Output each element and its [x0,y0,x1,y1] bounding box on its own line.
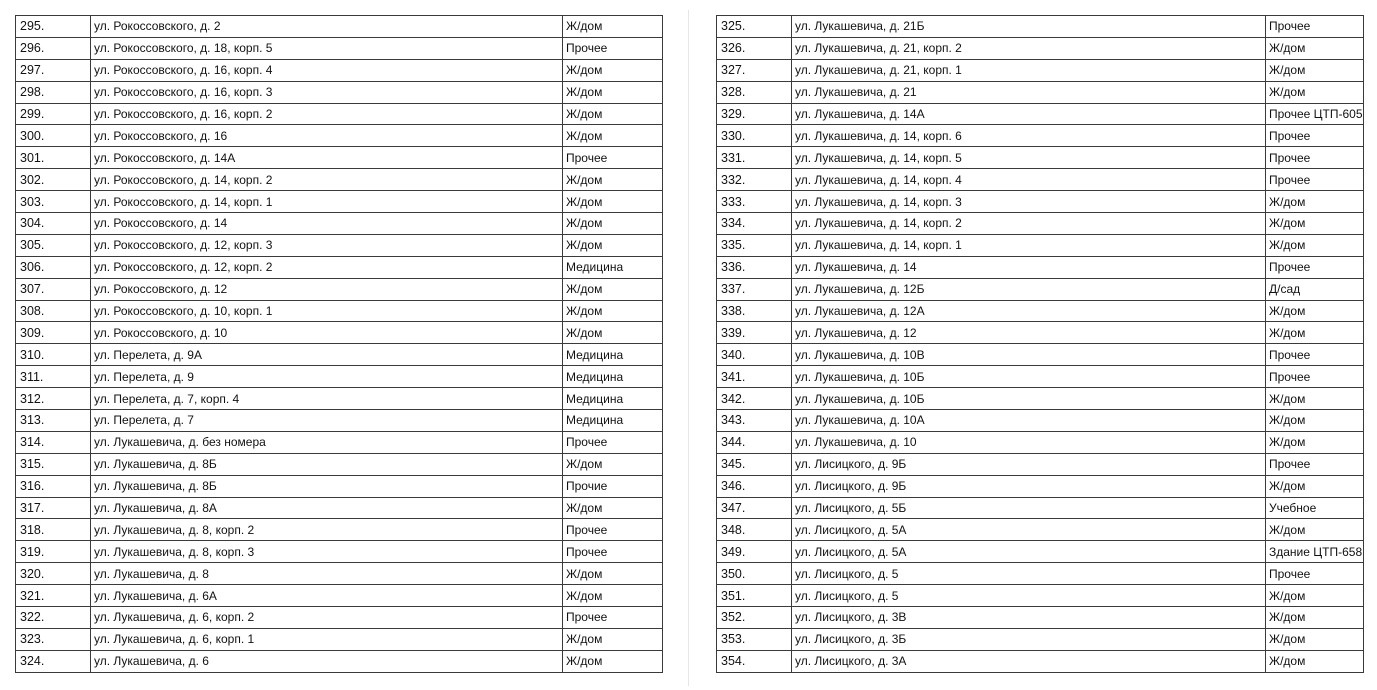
row-address: ул. Лукашевича, д. 8, корп. 2 [91,519,563,541]
row-address: ул. Лукашевича, д. 6, корп. 1 [91,628,563,650]
row-object-type: Ж/дом [1266,607,1364,629]
row-number: 328. [717,81,792,103]
table-row [717,366,1364,388]
row-address: ул. Лукашевича, д. 10 [792,431,1266,453]
row-address: ул. Лукашевича, д. 21, корп. 1 [792,59,1266,81]
table-row [16,278,663,300]
row-object-type: Ж/дом [563,453,663,475]
table-row [16,191,663,213]
row-number: 315. [16,453,91,475]
row-address: ул. Лукашевича, д. 8 [91,563,563,585]
row-number: 327. [717,59,792,81]
table-row [16,453,663,475]
row-address: ул. Лукашевича, д. 14, корп. 2 [792,213,1266,235]
row-object-type: Ж/дом [563,59,663,81]
table-row [717,103,1364,125]
row-address: ул. Рокоссовского, д. 16 [91,125,563,147]
row-number: 329. [717,103,792,125]
row-address: ул. Лукашевича, д. 14, корп. 4 [792,169,1266,191]
table-row [717,607,1364,629]
row-object-type: Ж/дом [1266,388,1364,410]
row-object-type: Прочие [563,475,663,497]
table-row [717,169,1364,191]
row-address: ул. Лисицкого, д. 9Б [792,453,1266,475]
row-object-type: Здание ЦТП-658 [1266,541,1364,563]
row-object-type: Прочее [1266,16,1364,38]
table-row [16,125,663,147]
row-number: 311. [16,366,91,388]
row-object-type: Д/сад [1266,278,1364,300]
table-row [717,453,1364,475]
row-address: ул. Лукашевича, д. 21, корп. 2 [792,37,1266,59]
table-row [717,125,1364,147]
row-number: 346. [717,475,792,497]
address-table-left-body [16,16,663,673]
row-number: 313. [16,410,91,432]
row-address: ул. Лукашевича, д. 6, корп. 2 [91,607,563,629]
row-object-type: Ж/дом [563,322,663,344]
row-number: 337. [717,278,792,300]
table-row [717,278,1364,300]
row-number: 306. [16,256,91,278]
row-address: ул. Рокоссовского, д. 14 [91,213,563,235]
table-row [717,322,1364,344]
row-number: 303. [16,191,91,213]
row-object-type: Прочее [1266,366,1364,388]
row-address: ул. Лисицкого, д. 3В [792,607,1266,629]
row-address: ул. Лисицкого, д. 3Б [792,628,1266,650]
row-object-type: Ж/дом [563,300,663,322]
row-address: ул. Лукашевича, д. 8, корп. 3 [91,541,563,563]
row-address: ул. Лисицкого, д. 5 [792,585,1266,607]
table-row [717,410,1364,432]
table-row [16,322,663,344]
row-object-type: Ж/дом [1266,59,1364,81]
row-address: ул. Лукашевича, д. 14, корп. 5 [792,147,1266,169]
row-number: 308. [16,300,91,322]
row-number: 335. [717,234,792,256]
table-row [717,541,1364,563]
row-address: ул. Лукашевича, д. 10В [792,344,1266,366]
table-row [717,37,1364,59]
row-number: 319. [16,541,91,563]
row-number: 297. [16,59,91,81]
row-address: ул. Рокоссовского, д. 14А [91,147,563,169]
row-number: 307. [16,278,91,300]
table-row [717,519,1364,541]
row-address: ул. Рокоссовского, д. 14, корп. 1 [91,191,563,213]
row-address: ул. Рокоссовского, д. 2 [91,16,563,38]
table-row [16,59,663,81]
row-address: ул. Лисицкого, д. 5 [792,563,1266,585]
table-row [16,519,663,541]
row-object-type: Ж/дом [563,628,663,650]
row-address: ул. Лукашевича, д. без номера [91,431,563,453]
address-table-left [15,15,663,673]
row-number: 325. [717,16,792,38]
row-address: ул. Рокоссовского, д. 16, корп. 4 [91,59,563,81]
row-object-type: Ж/дом [1266,322,1364,344]
row-address: ул. Лукашевича, д. 10А [792,410,1266,432]
row-number: 305. [16,234,91,256]
row-object-type: Ж/дом [563,81,663,103]
row-number: 349. [717,541,792,563]
row-object-type: Прочее [1266,344,1364,366]
row-object-type: Ж/дом [1266,585,1364,607]
row-number: 354. [717,650,792,672]
row-object-type: Ж/дом [1266,650,1364,672]
row-number: 318. [16,519,91,541]
row-object-type: Прочее [1266,147,1364,169]
row-object-type: Прочее [563,431,663,453]
row-number: 322. [16,607,91,629]
row-number: 298. [16,81,91,103]
row-number: 347. [717,497,792,519]
row-address: ул. Лукашевича, д. 10Б [792,388,1266,410]
row-number: 339. [717,322,792,344]
row-number: 331. [717,147,792,169]
row-object-type: Прочее [1266,125,1364,147]
table-row [717,300,1364,322]
row-address: ул. Лисицкого, д. 5А [792,519,1266,541]
row-object-type: Прочее [563,37,663,59]
row-object-type: Прочее [563,519,663,541]
table-row [16,585,663,607]
row-object-type: Ж/дом [563,650,663,672]
row-number: 336. [717,256,792,278]
row-number: 312. [16,388,91,410]
address-table-right-body [717,16,1364,673]
row-object-type: Ж/дом [1266,519,1364,541]
row-address: ул. Рокоссовского, д. 18, корп. 5 [91,37,563,59]
row-object-type: Ж/дом [563,103,663,125]
row-address: ул. Лукашевича, д. 14 [792,256,1266,278]
table-row [16,541,663,563]
table-row [717,650,1364,672]
row-object-type: Ж/дом [1266,431,1364,453]
row-address: ул. Перелета, д. 7, корп. 4 [91,388,563,410]
row-number: 334. [717,213,792,235]
row-number: 304. [16,213,91,235]
row-address: ул. Лукашевича, д. 14, корп. 6 [792,125,1266,147]
row-object-type: Ж/дом [563,125,663,147]
row-object-type: Ж/дом [1266,213,1364,235]
row-number: 316. [16,475,91,497]
row-address: ул. Лукашевича, д. 8А [91,497,563,519]
row-address: ул. Лисицкого, д. 5Б [792,497,1266,519]
row-address: ул. Лукашевича, д. 10Б [792,366,1266,388]
row-address: ул. Рокоссовского, д. 10, корп. 1 [91,300,563,322]
row-object-type: Прочее [563,541,663,563]
row-address: ул. Рокоссовского, д. 10 [91,322,563,344]
row-address: ул. Рокоссовского, д. 16, корп. 2 [91,103,563,125]
row-address: ул. Лукашевича, д. 14, корп. 1 [792,234,1266,256]
table-row [16,475,663,497]
row-number: 309. [16,322,91,344]
row-address: ул. Перелета, д. 9 [91,366,563,388]
table-row [16,431,663,453]
table-row [717,475,1364,497]
row-object-type: Прочее [1266,563,1364,585]
row-object-type: Ж/дом [1266,628,1364,650]
row-number: 326. [717,37,792,59]
row-number: 332. [717,169,792,191]
row-number: 296. [16,37,91,59]
row-address: ул. Рокоссовского, д. 14, корп. 2 [91,169,563,191]
row-address: ул. Лукашевича, д. 6А [91,585,563,607]
row-object-type: Ж/дом [1266,81,1364,103]
row-number: 352. [717,607,792,629]
row-number: 330. [717,125,792,147]
row-number: 295. [16,16,91,38]
row-number: 301. [16,147,91,169]
table-row [16,628,663,650]
table-row [16,300,663,322]
row-number: 321. [16,585,91,607]
row-object-type: Ж/дом [1266,191,1364,213]
table-row [717,256,1364,278]
row-object-type: Ж/дом [1266,300,1364,322]
row-object-type: Ж/дом [563,585,663,607]
row-address: ул. Лукашевича, д. 21 [792,81,1266,103]
table-row [16,16,663,38]
row-address: ул. Лукашевича, д. 8Б [91,475,563,497]
row-address: ул. Лукашевича, д. 21Б [792,16,1266,38]
row-number: 317. [16,497,91,519]
row-address: ул. Лукашевича, д. 12А [792,300,1266,322]
table-row [16,213,663,235]
table-row [717,59,1364,81]
row-number: 333. [717,191,792,213]
row-number: 345. [717,453,792,475]
row-address: ул. Лукашевича, д. 8Б [91,453,563,475]
row-object-type: Медицина [563,256,663,278]
table-row [16,256,663,278]
row-number: 350. [717,563,792,585]
row-number: 344. [717,431,792,453]
table-row [16,147,663,169]
row-object-type: Ж/дом [563,278,663,300]
page-divider [688,10,689,686]
table-row [16,388,663,410]
row-number: 300. [16,125,91,147]
table-row [717,81,1364,103]
row-address: ул. Лисицкого, д. 3А [792,650,1266,672]
row-object-type: Медицина [563,344,663,366]
row-object-type: Медицина [563,366,663,388]
table-row [717,234,1364,256]
row-address: ул. Лисицкого, д. 9Б [792,475,1266,497]
row-address: ул. Рокоссовского, д. 16, корп. 3 [91,81,563,103]
table-row [16,607,663,629]
row-object-type: Ж/дом [1266,410,1364,432]
row-object-type: Ж/дом [563,191,663,213]
table-row [16,344,663,366]
row-address: ул. Перелета, д. 9А [91,344,563,366]
row-object-type: Ж/дом [563,16,663,38]
row-number: 338. [717,300,792,322]
row-object-type: Прочее ЦТП-605 [1266,103,1364,125]
row-address: ул. Перелета, д. 7 [91,410,563,432]
row-number: 323. [16,628,91,650]
row-address: ул. Лукашевича, д. 12 [792,322,1266,344]
row-number: 324. [16,650,91,672]
row-object-type: Ж/дом [563,213,663,235]
table-row [16,37,663,59]
table-row [717,147,1364,169]
row-number: 320. [16,563,91,585]
row-address: ул. Лукашевича, д. 14, корп. 3 [792,191,1266,213]
row-object-type: Ж/дом [1266,475,1364,497]
row-address: ул. Лукашевича, д. 14А [792,103,1266,125]
row-address: ул. Лукашевича, д. 6 [91,650,563,672]
table-row [717,388,1364,410]
row-object-type: Медицина [563,410,663,432]
table-row [717,497,1364,519]
row-object-type: Учебное [1266,497,1364,519]
table-row [16,103,663,125]
table-row [717,191,1364,213]
row-object-type: Медицина [563,388,663,410]
row-number: 353. [717,628,792,650]
row-object-type: Ж/дом [563,497,663,519]
table-row [16,366,663,388]
table-row [717,628,1364,650]
row-address: ул. Лисицкого, д. 5А [792,541,1266,563]
table-row [717,563,1364,585]
row-address: ул. Рокоссовского, д. 12 [91,278,563,300]
row-object-type: Прочее [1266,169,1364,191]
table-row [717,16,1364,38]
row-address: ул. Рокоссовского, д. 12, корп. 3 [91,234,563,256]
table-row [16,169,663,191]
table-row [717,213,1364,235]
table-row [16,650,663,672]
table-row [16,81,663,103]
table-row [16,234,663,256]
row-address: ул. Рокоссовского, д. 12, корп. 2 [91,256,563,278]
row-object-type: Прочее [563,147,663,169]
address-table-right [716,15,1364,673]
table-row [717,585,1364,607]
row-number: 302. [16,169,91,191]
row-number: 351. [717,585,792,607]
table-row [16,563,663,585]
row-object-type: Прочее [563,607,663,629]
table-row [717,431,1364,453]
row-number: 343. [717,410,792,432]
table-row [16,497,663,519]
row-number: 299. [16,103,91,125]
row-number: 348. [717,519,792,541]
row-object-type: Ж/дом [1266,37,1364,59]
row-number: 342. [717,388,792,410]
row-number: 340. [717,344,792,366]
row-object-type: Прочее [1266,256,1364,278]
row-object-type: Ж/дом [1266,234,1364,256]
row-object-type: Ж/дом [563,169,663,191]
table-row [717,344,1364,366]
row-object-type: Прочее [1266,453,1364,475]
row-object-type: Ж/дом [563,563,663,585]
row-object-type: Ж/дом [563,234,663,256]
row-number: 314. [16,431,91,453]
row-number: 310. [16,344,91,366]
table-row [16,410,663,432]
row-address: ул. Лукашевича, д. 12Б [792,278,1266,300]
row-number: 341. [717,366,792,388]
